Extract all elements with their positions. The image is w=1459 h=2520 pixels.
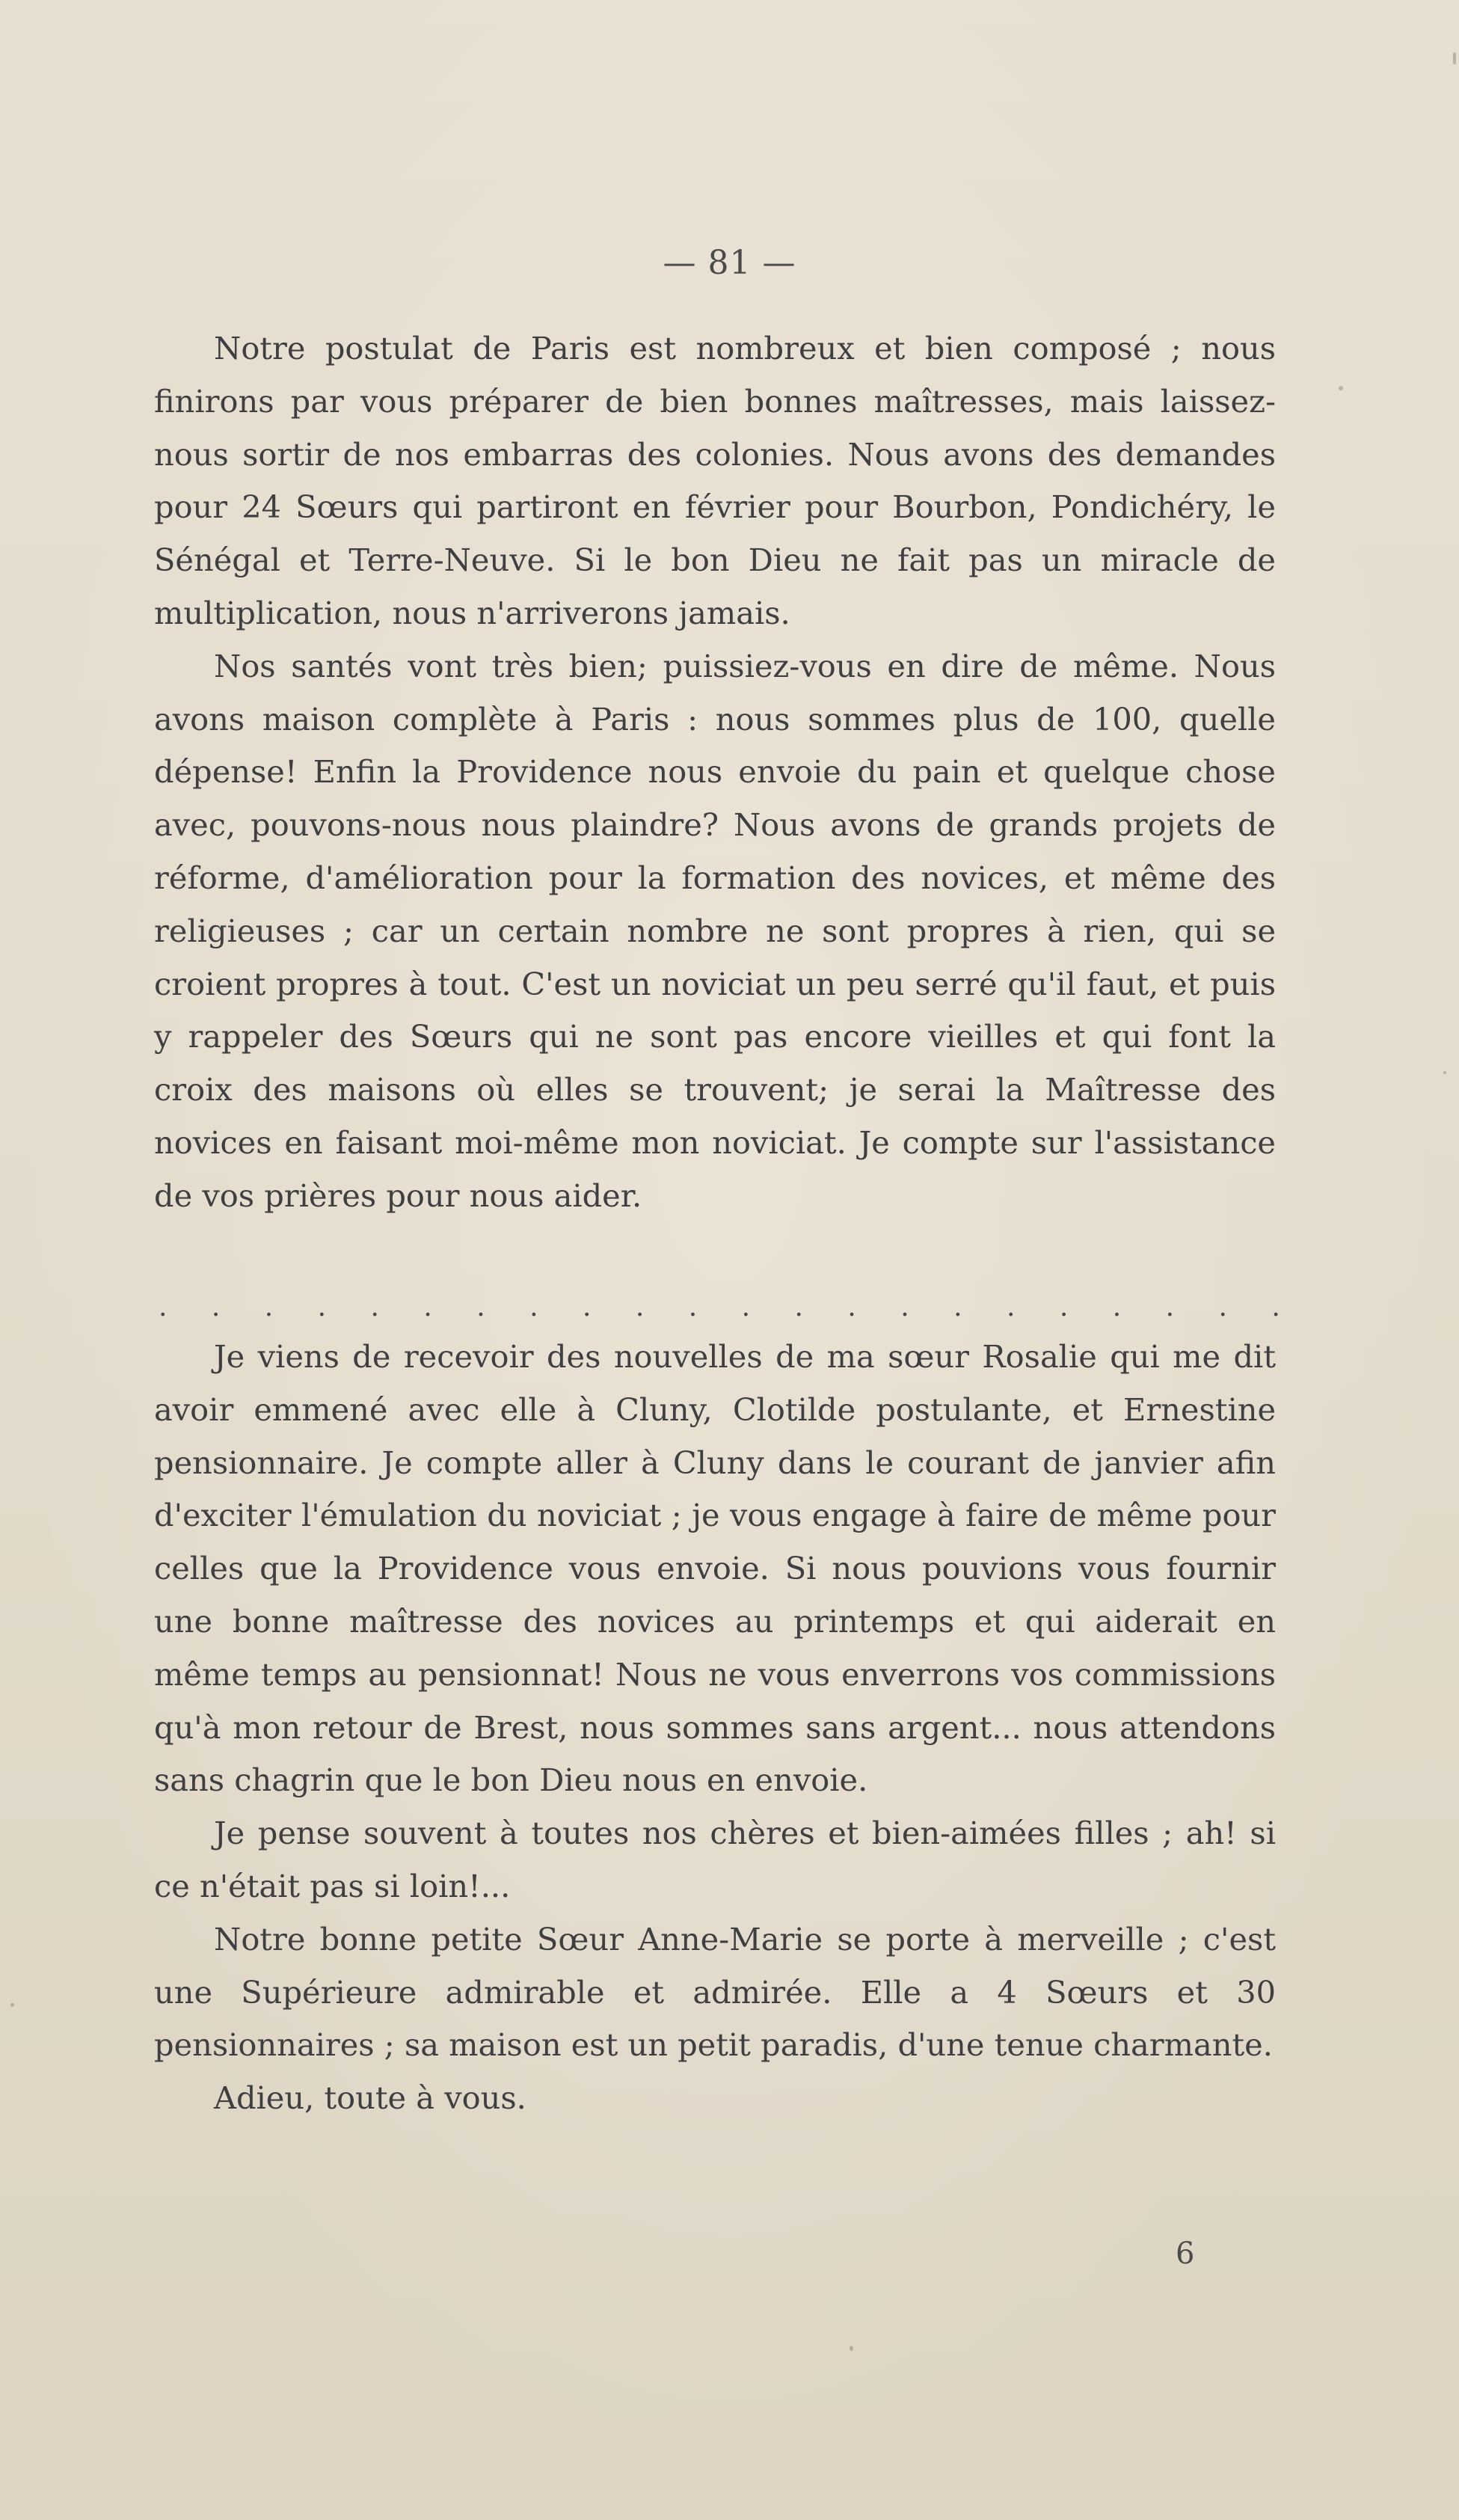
- separator-dot: .: [847, 1292, 856, 1322]
- separator-dot: .: [476, 1292, 485, 1322]
- letter-text-block-2: [154, 1331, 1276, 2125]
- paragraph-pense: Je pense souvent à toutes nos chères et bien-aimées filles ; ah! si ce n'était pas si loin!...: [154, 1815, 1276, 1904]
- page-number: — 81 —: [663, 244, 796, 282]
- paper-speck: [1339, 386, 1343, 390]
- separator-dot: .: [741, 1292, 751, 1322]
- paper-speck: [1453, 52, 1456, 64]
- separator-dot: .: [211, 1292, 221, 1322]
- letter-text-block-1: [154, 322, 1276, 1223]
- separator-dot: .: [635, 1292, 645, 1322]
- separator-dot: .: [900, 1292, 909, 1322]
- separator-dot: .: [1271, 1292, 1280, 1322]
- separator-dot: .: [1112, 1292, 1122, 1322]
- separator-dot: .: [317, 1292, 327, 1322]
- separator-dot: .: [1059, 1292, 1069, 1322]
- separator-dot: .: [159, 1292, 168, 1322]
- separator-dot: .: [953, 1292, 962, 1322]
- paragraph-nouvelles: Je viens de recevoir des nouvelles de ma sœur Rosalie qui me dit avoir emmené avec elle à Cluny, Clotilde postulante, et Ernestine pensionnaire. Je compte aller à Cluny dans le courant de janvier afin d'exciter l'émulation du noviciat ; je vous engage à faire de même pour celles que la Providence vous envoie. Si nous pouvions vous fournir une bonne maîtresse des novices au printemps et qui aiderait en même temps au pensionnat! Nous ne vous enverrons vos commissions qu'à mon retour de Brest, nous sommes sans argent... nous attendons sans chagrin que le bon Dieu nous en envoie.: [154, 1338, 1276, 1799]
- separator-dot: .: [1218, 1292, 1227, 1322]
- separator-dot: .: [1165, 1292, 1175, 1322]
- separator-dot: .: [370, 1292, 379, 1322]
- separator-dot: .: [264, 1292, 274, 1322]
- paragraph-adieu: Adieu, toute à vous.: [214, 2079, 526, 2117]
- paper-speck: [10, 2003, 14, 2007]
- paper-speck: [850, 2346, 853, 2351]
- ellipsis-separator: [159, 1294, 1280, 1321]
- separator-dot: .: [529, 1292, 538, 1322]
- signature-mark: 6: [1176, 2237, 1195, 2271]
- paragraph-anne-marie: Notre bonne petite Sœur Anne-Marie se porte à merveille ; c'est une Supérieure admirable et admirée. Elle a 4 Sœurs et 30 pensionnaires ; sa maison est un petit paradis, d'une tenue charmante.: [154, 1920, 1276, 2064]
- separator-dot: .: [583, 1292, 592, 1322]
- paragraph-santes: Nos santés vont très bien; puissiez-vous en dire de même. Nous avons maison complète à Paris : nous sommes plus de 100, quelle dépense! Enfin la Providence nous envoie du pain et quelque chose avec, pouvons-nous nous plaindre? Nous avons de grands projets de réforme, d'amélioration pour la formation des novices, et même des religieuses ; car un certain nombre ne sont propres à rien, qui se croient propres à tout. C'est un noviciat un peu serré qu'il faut, et puis y rappeler des Sœurs qui ne sont pas encore vieilles et qui font la croix des maisons où elles se trouvent; je serai la Maîtresse des novices en faisant moi-même mon noviciat. Je compte sur l'assistance de vos prières pour nous aider.: [154, 647, 1276, 1214]
- paper-speck: [1443, 1071, 1446, 1074]
- paragraph-postulat: Notre postulat de Paris est nombreux et bien composé ; nous finirons par vous préparer de bien bonnes maîtresses, mais laissez-nous sortir de nos embarras des colonies. Nous avons des demandes pour 24 Sœurs qui partiront en février pour Bourbon, Pondichéry, le Sénégal et Terre-Neuve. Si le bon Dieu ne fait pas un miracle de multiplication, nous n'arriverons jamais.: [154, 330, 1276, 631]
- separator-dot: .: [794, 1292, 803, 1322]
- separator-dot: .: [423, 1292, 432, 1322]
- separator-dot: .: [1007, 1292, 1016, 1322]
- separator-dot: .: [688, 1292, 698, 1322]
